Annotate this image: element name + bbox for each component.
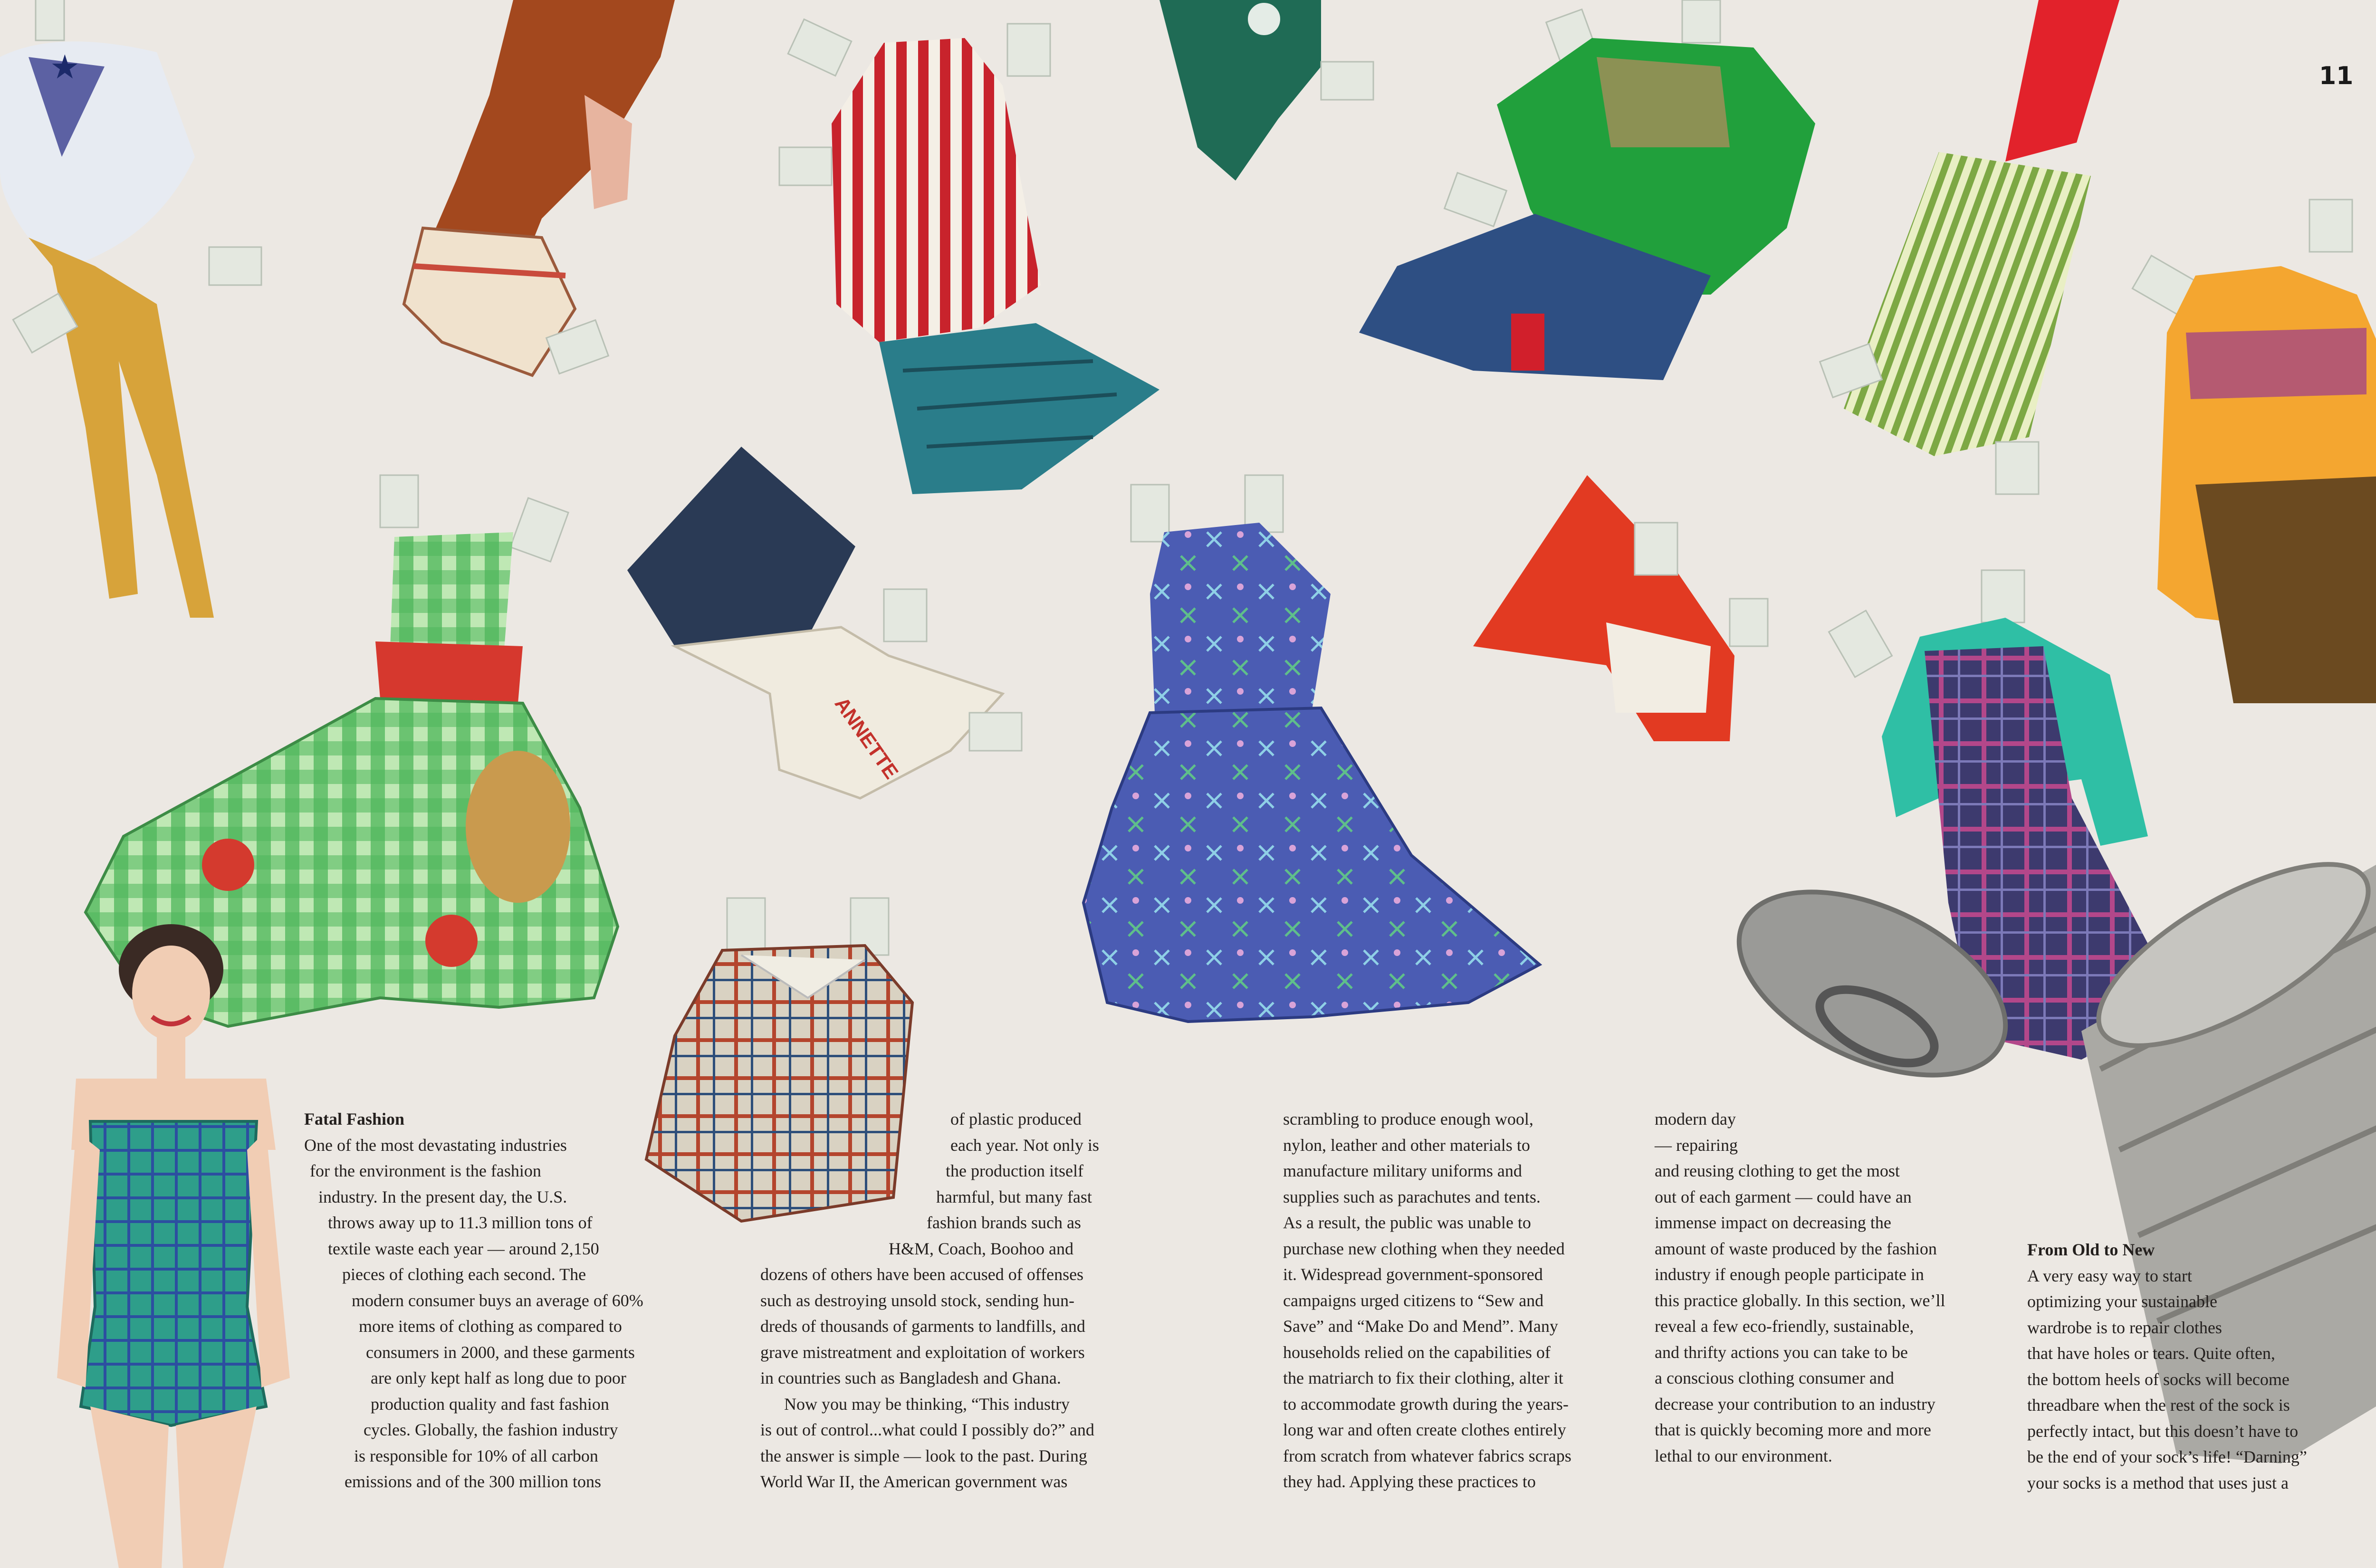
text-line: Save” and “Make Do and Mend”. Many — [1283, 1317, 1558, 1336]
text-line: for the environment is the fashion — [310, 1161, 541, 1180]
striped-coat-outfit — [779, 19, 1159, 494]
text-line: amount of waste produced by the fashion — [1655, 1239, 1937, 1258]
section-heading-from-old-to-new: From Old to New — [2027, 1240, 2155, 1259]
text-line: it. Widespread government-sponsored — [1283, 1265, 1543, 1284]
annette-outfit — [627, 447, 1022, 798]
floral-dress — [1083, 475, 1540, 1022]
text-line: the answer is simple — look to the past. During — [760, 1446, 1087, 1465]
text-line: that have holes or tears. Quite often, — [2027, 1344, 2275, 1363]
text-line: are only kept half as long due to poor — [371, 1368, 626, 1387]
text-line: a conscious clothing consumer and — [1655, 1368, 1894, 1387]
text-line: consumers in 2000, and these garments — [366, 1342, 635, 1362]
article-column-3 — [1283, 1106, 1571, 1495]
svg-text:★: ★ — [50, 48, 80, 86]
text-line: pieces of clothing each second. The — [342, 1265, 586, 1284]
text-line: be the end of your sock’s life! “Darning” — [2027, 1447, 2307, 1466]
text-line: more items of clothing as compared to — [359, 1317, 622, 1336]
annette-label: ANNETTE — [830, 693, 903, 783]
article-column-4 — [1655, 1106, 1945, 1469]
text-line: immense impact on decreasing the — [1655, 1213, 1891, 1232]
text-line: the matriarch to fix their clothing, alter it — [1283, 1368, 1563, 1387]
text-line: the production itself — [946, 1161, 1083, 1180]
green-pullover — [1159, 0, 1373, 181]
text-line: industry if enough people participate in — [1655, 1265, 1924, 1284]
text-line: they had. Applying these practices to — [1283, 1472, 1536, 1491]
text-line: H&M, Coach, Boohoo and — [889, 1239, 1073, 1258]
text-line: throws away up to 11.3 million tons of — [328, 1213, 593, 1232]
text-line: Now you may be thinking, “This industry — [784, 1394, 1070, 1414]
text-line: modern day — [1655, 1109, 1736, 1128]
orange-blouse-outfit — [2132, 200, 2376, 703]
striped-skirt-outfit — [1820, 0, 2119, 494]
text-line: World War II, the American government was — [760, 1472, 1068, 1491]
text-line: from scratch from whatever fabrics scraps — [1283, 1446, 1571, 1465]
text-line: scrambling to produce enough wool, — [1283, 1109, 1533, 1128]
section-heading-fatal-fashion: Fatal Fashion — [304, 1109, 405, 1128]
text-line: harmful, but many fast — [936, 1187, 1092, 1206]
text-line: lethal to our environment. — [1655, 1446, 1832, 1465]
text-line: dozens of others have been accused of offenses — [760, 1265, 1084, 1284]
text-line: production quality and fast fashion — [371, 1394, 609, 1414]
text-line: to accommodate growth during the years- — [1283, 1394, 1569, 1414]
text-line: A very easy way to start — [2027, 1266, 2192, 1285]
text-line: modern consumer buys an average of 60% — [352, 1291, 643, 1310]
text-line: in countries such as Bangladesh and Ghana. — [760, 1368, 1061, 1387]
text-line: — repairing — [1655, 1135, 1738, 1155]
red-cardigan — [1473, 475, 1768, 741]
text-line: fashion brands such as — [927, 1213, 1081, 1232]
text-line: industry. In the present day, the U.S. — [318, 1187, 567, 1206]
text-line: dreds of thousands of garments to landfills, and — [760, 1317, 1085, 1336]
text-line: cycles. Globally, the fashion industry — [364, 1420, 618, 1439]
sailor-blouse-outfit — [0, 0, 261, 618]
article-column-2 — [760, 1106, 1099, 1495]
text-line: households relied on the capabilities of — [1283, 1342, 1551, 1362]
text-line: such as destroying unsold stock, sending hun- — [760, 1291, 1074, 1310]
text-line: supplies such as parachutes and tents. — [1283, 1187, 1541, 1206]
text-line: and thrifty actions you can take to be — [1655, 1342, 1908, 1362]
text-line: manufacture military uniforms and — [1283, 1161, 1522, 1180]
text-line: One of the most devastating industries — [304, 1135, 567, 1155]
text-line: of plastic produced — [950, 1109, 1082, 1128]
article-column-1 — [304, 1106, 643, 1495]
text-line: reveal a few eco-friendly, sustainable, — [1655, 1317, 1914, 1336]
text-line: purchase new clothing when they needed — [1283, 1239, 1565, 1258]
text-line: your socks is a method that uses just a — [2027, 1473, 2289, 1492]
page-number: 11 — [2319, 62, 2354, 90]
text-line: campaigns urged citizens to “Sew and — [1283, 1291, 1544, 1310]
text-line: is out of control...what could I possibly do?” and — [760, 1420, 1094, 1439]
text-line: decrease your contribution to an industry — [1655, 1394, 1935, 1414]
text-line: threadbare when the rest of the sock is — [2027, 1396, 2290, 1415]
text-line: long war and often create clothes entirely — [1283, 1420, 1566, 1439]
text-line: emissions and of the 300 million tons — [345, 1472, 601, 1491]
text-line: perfectly intact, but this doesn’t have to — [2027, 1421, 2299, 1441]
sweater-denim-outfit — [1359, 0, 1815, 380]
brown-dress-outfit — [404, 0, 675, 375]
text-line: and reusing clothing to get the most — [1655, 1161, 1900, 1180]
text-line: this practice globally. In this section, we’ll — [1655, 1291, 1945, 1310]
text-line: As a result, the public was unable to — [1283, 1213, 1531, 1232]
text-line: wardrobe is to repair clothes — [2027, 1318, 2222, 1337]
text-line: each year. Not only is — [950, 1135, 1099, 1155]
text-line: the bottom heels of socks will become — [2027, 1369, 2290, 1389]
article-column-5 — [2027, 1237, 2307, 1496]
text-line: textile waste each year — around 2,150 — [328, 1239, 599, 1258]
text-line: optimizing your sustainable — [2027, 1292, 2217, 1311]
text-line: nylon, leather and other materials to — [1283, 1135, 1530, 1155]
text-line: out of each garment — could have an — [1655, 1187, 1912, 1206]
text-line: that is quickly becoming more and more — [1655, 1420, 1931, 1439]
text-line: is responsible for 10% of all carbon — [354, 1446, 598, 1465]
text-line: grave mistreatment and exploitation of workers — [760, 1342, 1085, 1362]
